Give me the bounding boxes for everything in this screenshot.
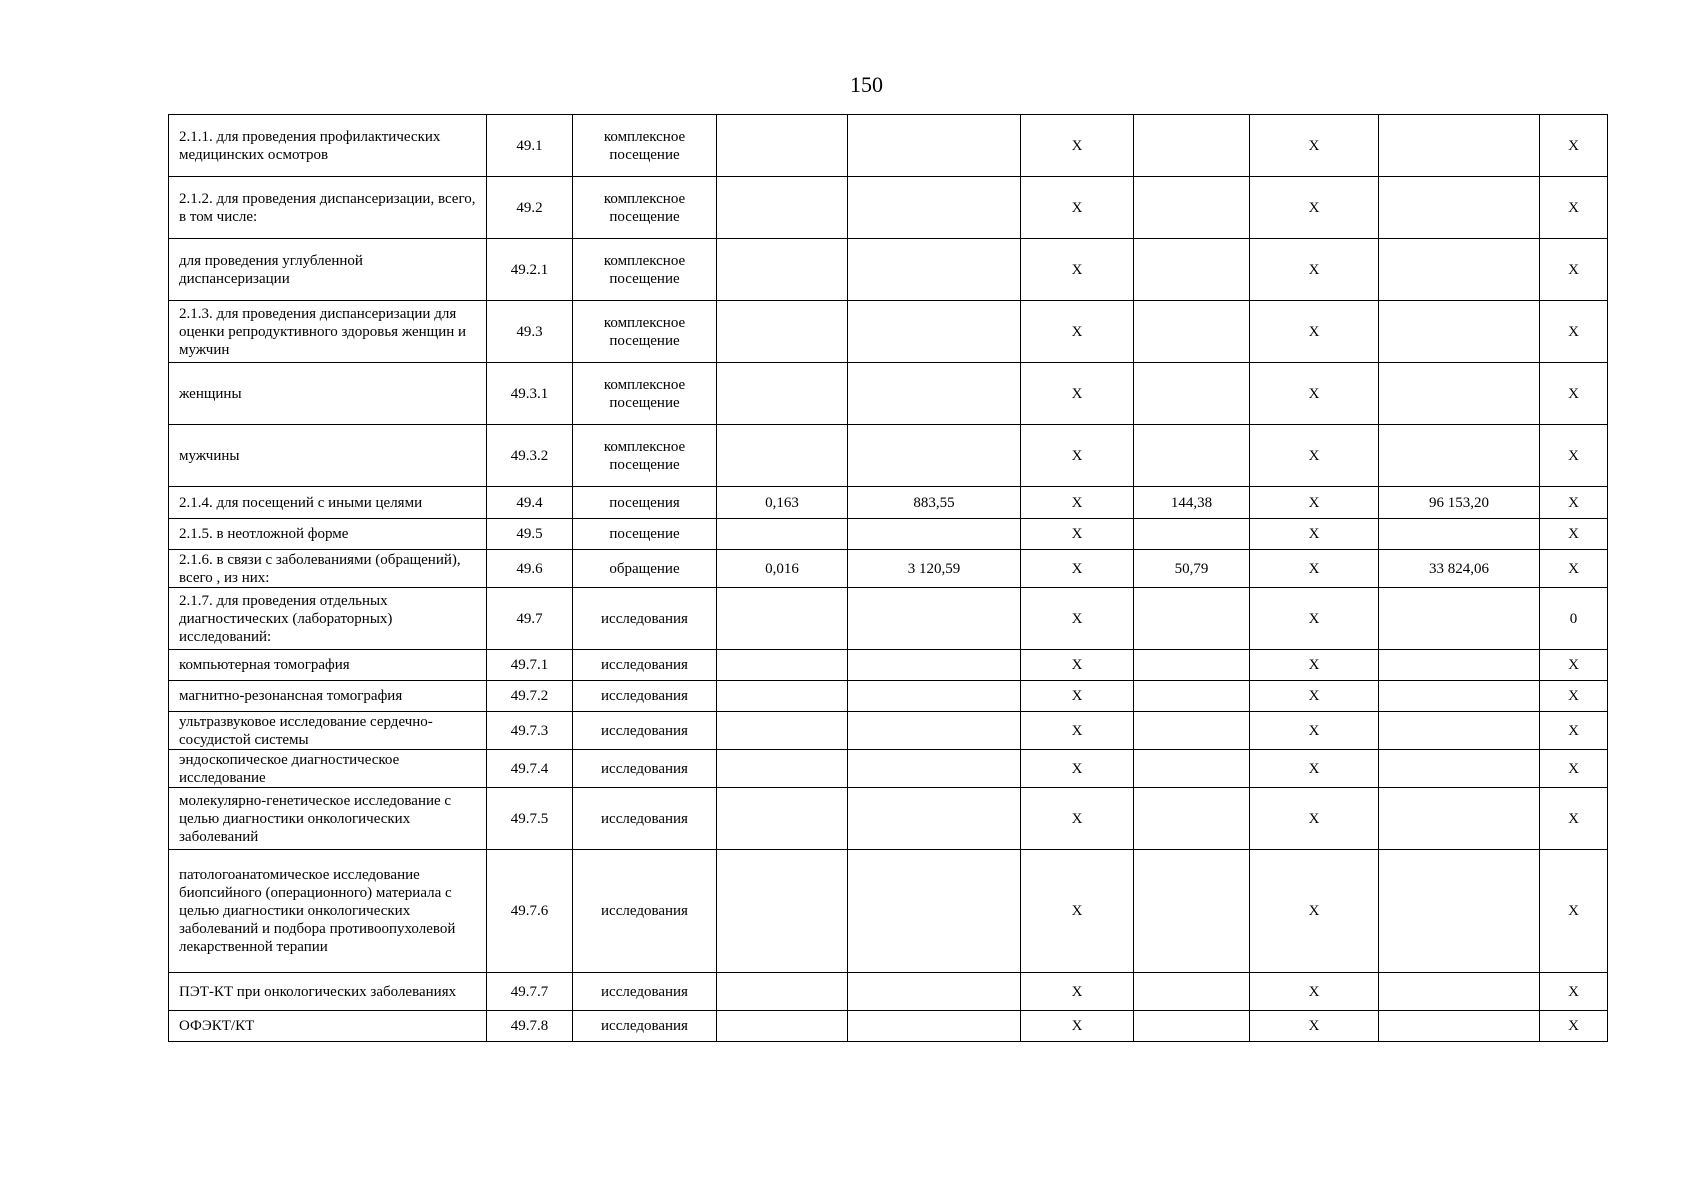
row-value2-cell xyxy=(848,788,1021,850)
row-value1-cell: 0,016 xyxy=(717,550,848,588)
row-name-cell: 2.1.3. для проведения диспансеризации для оценки репродуктивного здоровья женщин и мужчин xyxy=(169,301,487,363)
row-value6-cell xyxy=(1379,1011,1540,1042)
table-row xyxy=(169,850,1608,973)
row-value4-cell xyxy=(1134,425,1250,487)
row-value7-cell: X xyxy=(1540,650,1608,681)
row-value7-cell: X xyxy=(1540,750,1608,788)
row-unit-cell: исследования xyxy=(573,681,717,712)
row-value5-cell: X xyxy=(1250,363,1379,425)
row-value6-cell xyxy=(1379,239,1540,301)
row-value6-cell xyxy=(1379,681,1540,712)
row-value1-cell xyxy=(717,115,848,177)
row-value5-cell: X xyxy=(1250,750,1379,788)
row-value1-cell xyxy=(717,788,848,850)
row-code-cell: 49.3.2 xyxy=(487,425,573,487)
row-code-cell: 49.6 xyxy=(487,550,573,588)
table-row xyxy=(169,301,1608,363)
row-value2-cell: 883,55 xyxy=(848,487,1021,519)
page-number: 150 xyxy=(850,72,883,97)
row-value2-cell xyxy=(848,750,1021,788)
row-value1-cell xyxy=(717,239,848,301)
row-value3-cell: X xyxy=(1021,788,1134,850)
row-unit-cell: исследования xyxy=(573,588,717,650)
row-value5-cell: X xyxy=(1250,850,1379,973)
row-value1-cell xyxy=(717,712,848,750)
row-value5-cell: X xyxy=(1250,301,1379,363)
row-value4-cell: 144,38 xyxy=(1134,487,1250,519)
row-unit-cell: исследования xyxy=(573,973,717,1011)
row-value5-cell: X xyxy=(1250,712,1379,750)
row-value4-cell xyxy=(1134,788,1250,850)
table-row xyxy=(169,487,1608,519)
row-name-cell: мужчины xyxy=(169,425,487,487)
row-value2-cell xyxy=(848,850,1021,973)
table-row xyxy=(169,425,1608,487)
row-value3-cell: X xyxy=(1021,519,1134,550)
row-value5-cell: X xyxy=(1250,487,1379,519)
row-value2-cell xyxy=(848,973,1021,1011)
row-value3-cell: X xyxy=(1021,681,1134,712)
row-value2-cell xyxy=(848,177,1021,239)
table-row xyxy=(169,239,1608,301)
row-name-cell: эндоскопическое диагностическое исследование xyxy=(169,750,487,788)
row-name-cell: ультразвуковое исследование сердечно-сосудистой системы xyxy=(169,712,487,750)
row-value6-cell: 33 824,06 xyxy=(1379,550,1540,588)
row-value4-cell xyxy=(1134,650,1250,681)
row-unit-cell: исследования xyxy=(573,712,717,750)
row-value1-cell xyxy=(717,177,848,239)
row-value1-cell xyxy=(717,588,848,650)
row-value7-cell: X xyxy=(1540,712,1608,750)
row-value5-cell: X xyxy=(1250,425,1379,487)
row-unit-cell: исследования xyxy=(573,788,717,850)
row-unit-cell: комплексное посещение xyxy=(573,425,717,487)
row-code-cell: 49.2 xyxy=(487,177,573,239)
row-value6-cell xyxy=(1379,712,1540,750)
row-name-cell: 2.1.6. в связи с заболеваниями (обращений), всего , из них: xyxy=(169,550,487,588)
row-value6-cell: 96 153,20 xyxy=(1379,487,1540,519)
row-value6-cell xyxy=(1379,519,1540,550)
row-name-cell: для проведения углубленной диспансеризации xyxy=(169,239,487,301)
row-value4-cell xyxy=(1134,301,1250,363)
row-value7-cell: X xyxy=(1540,788,1608,850)
row-value2-cell xyxy=(848,301,1021,363)
row-value4-cell xyxy=(1134,363,1250,425)
row-value4-cell xyxy=(1134,588,1250,650)
row-value7-cell: X xyxy=(1540,177,1608,239)
row-value5-cell: X xyxy=(1250,681,1379,712)
row-code-cell: 49.3.1 xyxy=(487,363,573,425)
row-unit-cell: исследования xyxy=(573,750,717,788)
row-value3-cell: X xyxy=(1021,301,1134,363)
row-value5-cell: X xyxy=(1250,115,1379,177)
row-code-cell: 49.7 xyxy=(487,588,573,650)
row-value1-cell: 0,163 xyxy=(717,487,848,519)
row-value7-cell: X xyxy=(1540,363,1608,425)
row-value3-cell: X xyxy=(1021,750,1134,788)
row-value1-cell xyxy=(717,973,848,1011)
row-name-cell: 2.1.2. для проведения диспансеризации, всего, в том числе: xyxy=(169,177,487,239)
row-value7-cell: X xyxy=(1540,115,1608,177)
row-name-cell: 2.1.7. для проведения отдельных диагностических (лабораторных) исследований: xyxy=(169,588,487,650)
row-name-cell: компьютерная томография xyxy=(169,650,487,681)
row-value6-cell xyxy=(1379,177,1540,239)
row-value2-cell xyxy=(848,115,1021,177)
row-code-cell: 49.7.7 xyxy=(487,973,573,1011)
row-name-cell: магнитно-резонансная томография xyxy=(169,681,487,712)
row-unit-cell: исследования xyxy=(573,850,717,973)
row-value1-cell xyxy=(717,1011,848,1042)
row-code-cell: 49.2.1 xyxy=(487,239,573,301)
row-name-cell: патологоанатомическое исследование биопсийного (операционного) материала с целью диагностики онкологических заболеваний и подбора противоопухолевой лекарственной терапии xyxy=(169,850,487,973)
table-row xyxy=(169,363,1608,425)
row-value1-cell xyxy=(717,650,848,681)
table-row xyxy=(169,973,1608,1011)
row-code-cell: 49.4 xyxy=(487,487,573,519)
row-unit-cell: комплексное посещение xyxy=(573,301,717,363)
row-value1-cell xyxy=(717,363,848,425)
row-value7-cell: X xyxy=(1540,973,1608,1011)
row-value6-cell xyxy=(1379,588,1540,650)
row-name-cell: ПЭТ-КТ при онкологических заболеваниях xyxy=(169,973,487,1011)
table-body xyxy=(169,115,1608,1042)
row-name-cell: 2.1.4. для посещений с иными целями xyxy=(169,487,487,519)
row-value1-cell xyxy=(717,850,848,973)
row-unit-cell: обращение xyxy=(573,550,717,588)
row-unit-cell: комплексное посещение xyxy=(573,115,717,177)
row-value5-cell: X xyxy=(1250,588,1379,650)
table-row xyxy=(169,712,1608,750)
row-value4-cell xyxy=(1134,1011,1250,1042)
row-value4-cell xyxy=(1134,750,1250,788)
row-value3-cell: X xyxy=(1021,550,1134,588)
row-name-cell: ОФЭКТ/КТ xyxy=(169,1011,487,1042)
row-value1-cell xyxy=(717,750,848,788)
row-value2-cell xyxy=(848,425,1021,487)
row-value5-cell: X xyxy=(1250,1011,1379,1042)
row-value5-cell: X xyxy=(1250,177,1379,239)
row-code-cell: 49.3 xyxy=(487,301,573,363)
row-code-cell: 49.5 xyxy=(487,519,573,550)
table-row xyxy=(169,550,1608,588)
row-value6-cell xyxy=(1379,650,1540,681)
row-value7-cell: X xyxy=(1540,487,1608,519)
row-value6-cell xyxy=(1379,973,1540,1011)
row-value2-cell xyxy=(848,650,1021,681)
row-value3-cell: X xyxy=(1021,650,1134,681)
row-unit-cell: комплексное посещение xyxy=(573,363,717,425)
data-table xyxy=(168,114,1608,1042)
row-code-cell: 49.1 xyxy=(487,115,573,177)
row-value6-cell xyxy=(1379,850,1540,973)
row-unit-cell: исследования xyxy=(573,650,717,681)
row-value2-cell xyxy=(848,363,1021,425)
row-value1-cell xyxy=(717,681,848,712)
row-value3-cell: X xyxy=(1021,115,1134,177)
row-value2-cell xyxy=(848,681,1021,712)
row-unit-cell: исследования xyxy=(573,1011,717,1042)
row-value3-cell: X xyxy=(1021,588,1134,650)
row-value5-cell: X xyxy=(1250,650,1379,681)
row-value1-cell xyxy=(717,425,848,487)
row-value7-cell: X xyxy=(1540,301,1608,363)
row-name-cell: женщины xyxy=(169,363,487,425)
row-value7-cell: X xyxy=(1540,850,1608,973)
row-value7-cell: X xyxy=(1540,550,1608,588)
row-code-cell: 49.7.1 xyxy=(487,650,573,681)
row-code-cell: 49.7.3 xyxy=(487,712,573,750)
table-row xyxy=(169,750,1608,788)
row-value6-cell xyxy=(1379,363,1540,425)
row-value4-cell: 50,79 xyxy=(1134,550,1250,588)
row-value7-cell: X xyxy=(1540,681,1608,712)
row-value6-cell xyxy=(1379,301,1540,363)
row-value2-cell xyxy=(848,239,1021,301)
table-row xyxy=(169,681,1608,712)
row-code-cell: 49.7.4 xyxy=(487,750,573,788)
row-value5-cell: X xyxy=(1250,550,1379,588)
row-value7-cell: X xyxy=(1540,1011,1608,1042)
row-value4-cell xyxy=(1134,681,1250,712)
row-unit-cell: комплексное посещение xyxy=(573,177,717,239)
row-value2-cell xyxy=(848,519,1021,550)
table-row xyxy=(169,588,1608,650)
row-value3-cell: X xyxy=(1021,1011,1134,1042)
row-value4-cell xyxy=(1134,973,1250,1011)
row-value4-cell xyxy=(1134,519,1250,550)
row-value4-cell xyxy=(1134,239,1250,301)
row-value6-cell xyxy=(1379,750,1540,788)
row-value6-cell xyxy=(1379,425,1540,487)
row-value6-cell xyxy=(1379,788,1540,850)
row-value3-cell: X xyxy=(1021,487,1134,519)
table-row xyxy=(169,115,1608,177)
row-code-cell: 49.7.2 xyxy=(487,681,573,712)
row-value6-cell xyxy=(1379,115,1540,177)
row-value3-cell: X xyxy=(1021,850,1134,973)
row-value7-cell: X xyxy=(1540,239,1608,301)
row-value1-cell xyxy=(717,519,848,550)
table-row xyxy=(169,650,1608,681)
row-value2-cell: 3 120,59 xyxy=(848,550,1021,588)
table-row xyxy=(169,1011,1608,1042)
row-value3-cell: X xyxy=(1021,363,1134,425)
row-unit-cell: посещения xyxy=(573,487,717,519)
row-value7-cell: X xyxy=(1540,519,1608,550)
row-code-cell: 49.7.8 xyxy=(487,1011,573,1042)
row-unit-cell: комплексное посещение xyxy=(573,239,717,301)
row-value3-cell: X xyxy=(1021,239,1134,301)
row-code-cell: 49.7.6 xyxy=(487,850,573,973)
row-value7-cell: X xyxy=(1540,425,1608,487)
row-value2-cell xyxy=(848,588,1021,650)
row-value7-cell: 0 xyxy=(1540,588,1608,650)
row-value3-cell: X xyxy=(1021,973,1134,1011)
row-value3-cell: X xyxy=(1021,177,1134,239)
row-value5-cell: X xyxy=(1250,519,1379,550)
row-value3-cell: X xyxy=(1021,712,1134,750)
row-value4-cell xyxy=(1134,850,1250,973)
row-value2-cell xyxy=(848,712,1021,750)
row-unit-cell: посещение xyxy=(573,519,717,550)
row-value5-cell: X xyxy=(1250,239,1379,301)
row-name-cell: молекулярно-генетическое исследование с целью диагностики онкологических заболеваний xyxy=(169,788,487,850)
row-value4-cell xyxy=(1134,712,1250,750)
row-value2-cell xyxy=(848,1011,1021,1042)
row-value1-cell xyxy=(717,301,848,363)
table-row xyxy=(169,519,1608,550)
table-row xyxy=(169,788,1608,850)
row-value3-cell: X xyxy=(1021,425,1134,487)
row-name-cell: 2.1.1. для проведения профилактических медицинских осмотров xyxy=(169,115,487,177)
row-name-cell: 2.1.5. в неотложной форме xyxy=(169,519,487,550)
row-value5-cell: X xyxy=(1250,973,1379,1011)
row-value4-cell xyxy=(1134,115,1250,177)
row-value4-cell xyxy=(1134,177,1250,239)
row-code-cell: 49.7.5 xyxy=(487,788,573,850)
row-value5-cell: X xyxy=(1250,788,1379,850)
table-row xyxy=(169,177,1608,239)
